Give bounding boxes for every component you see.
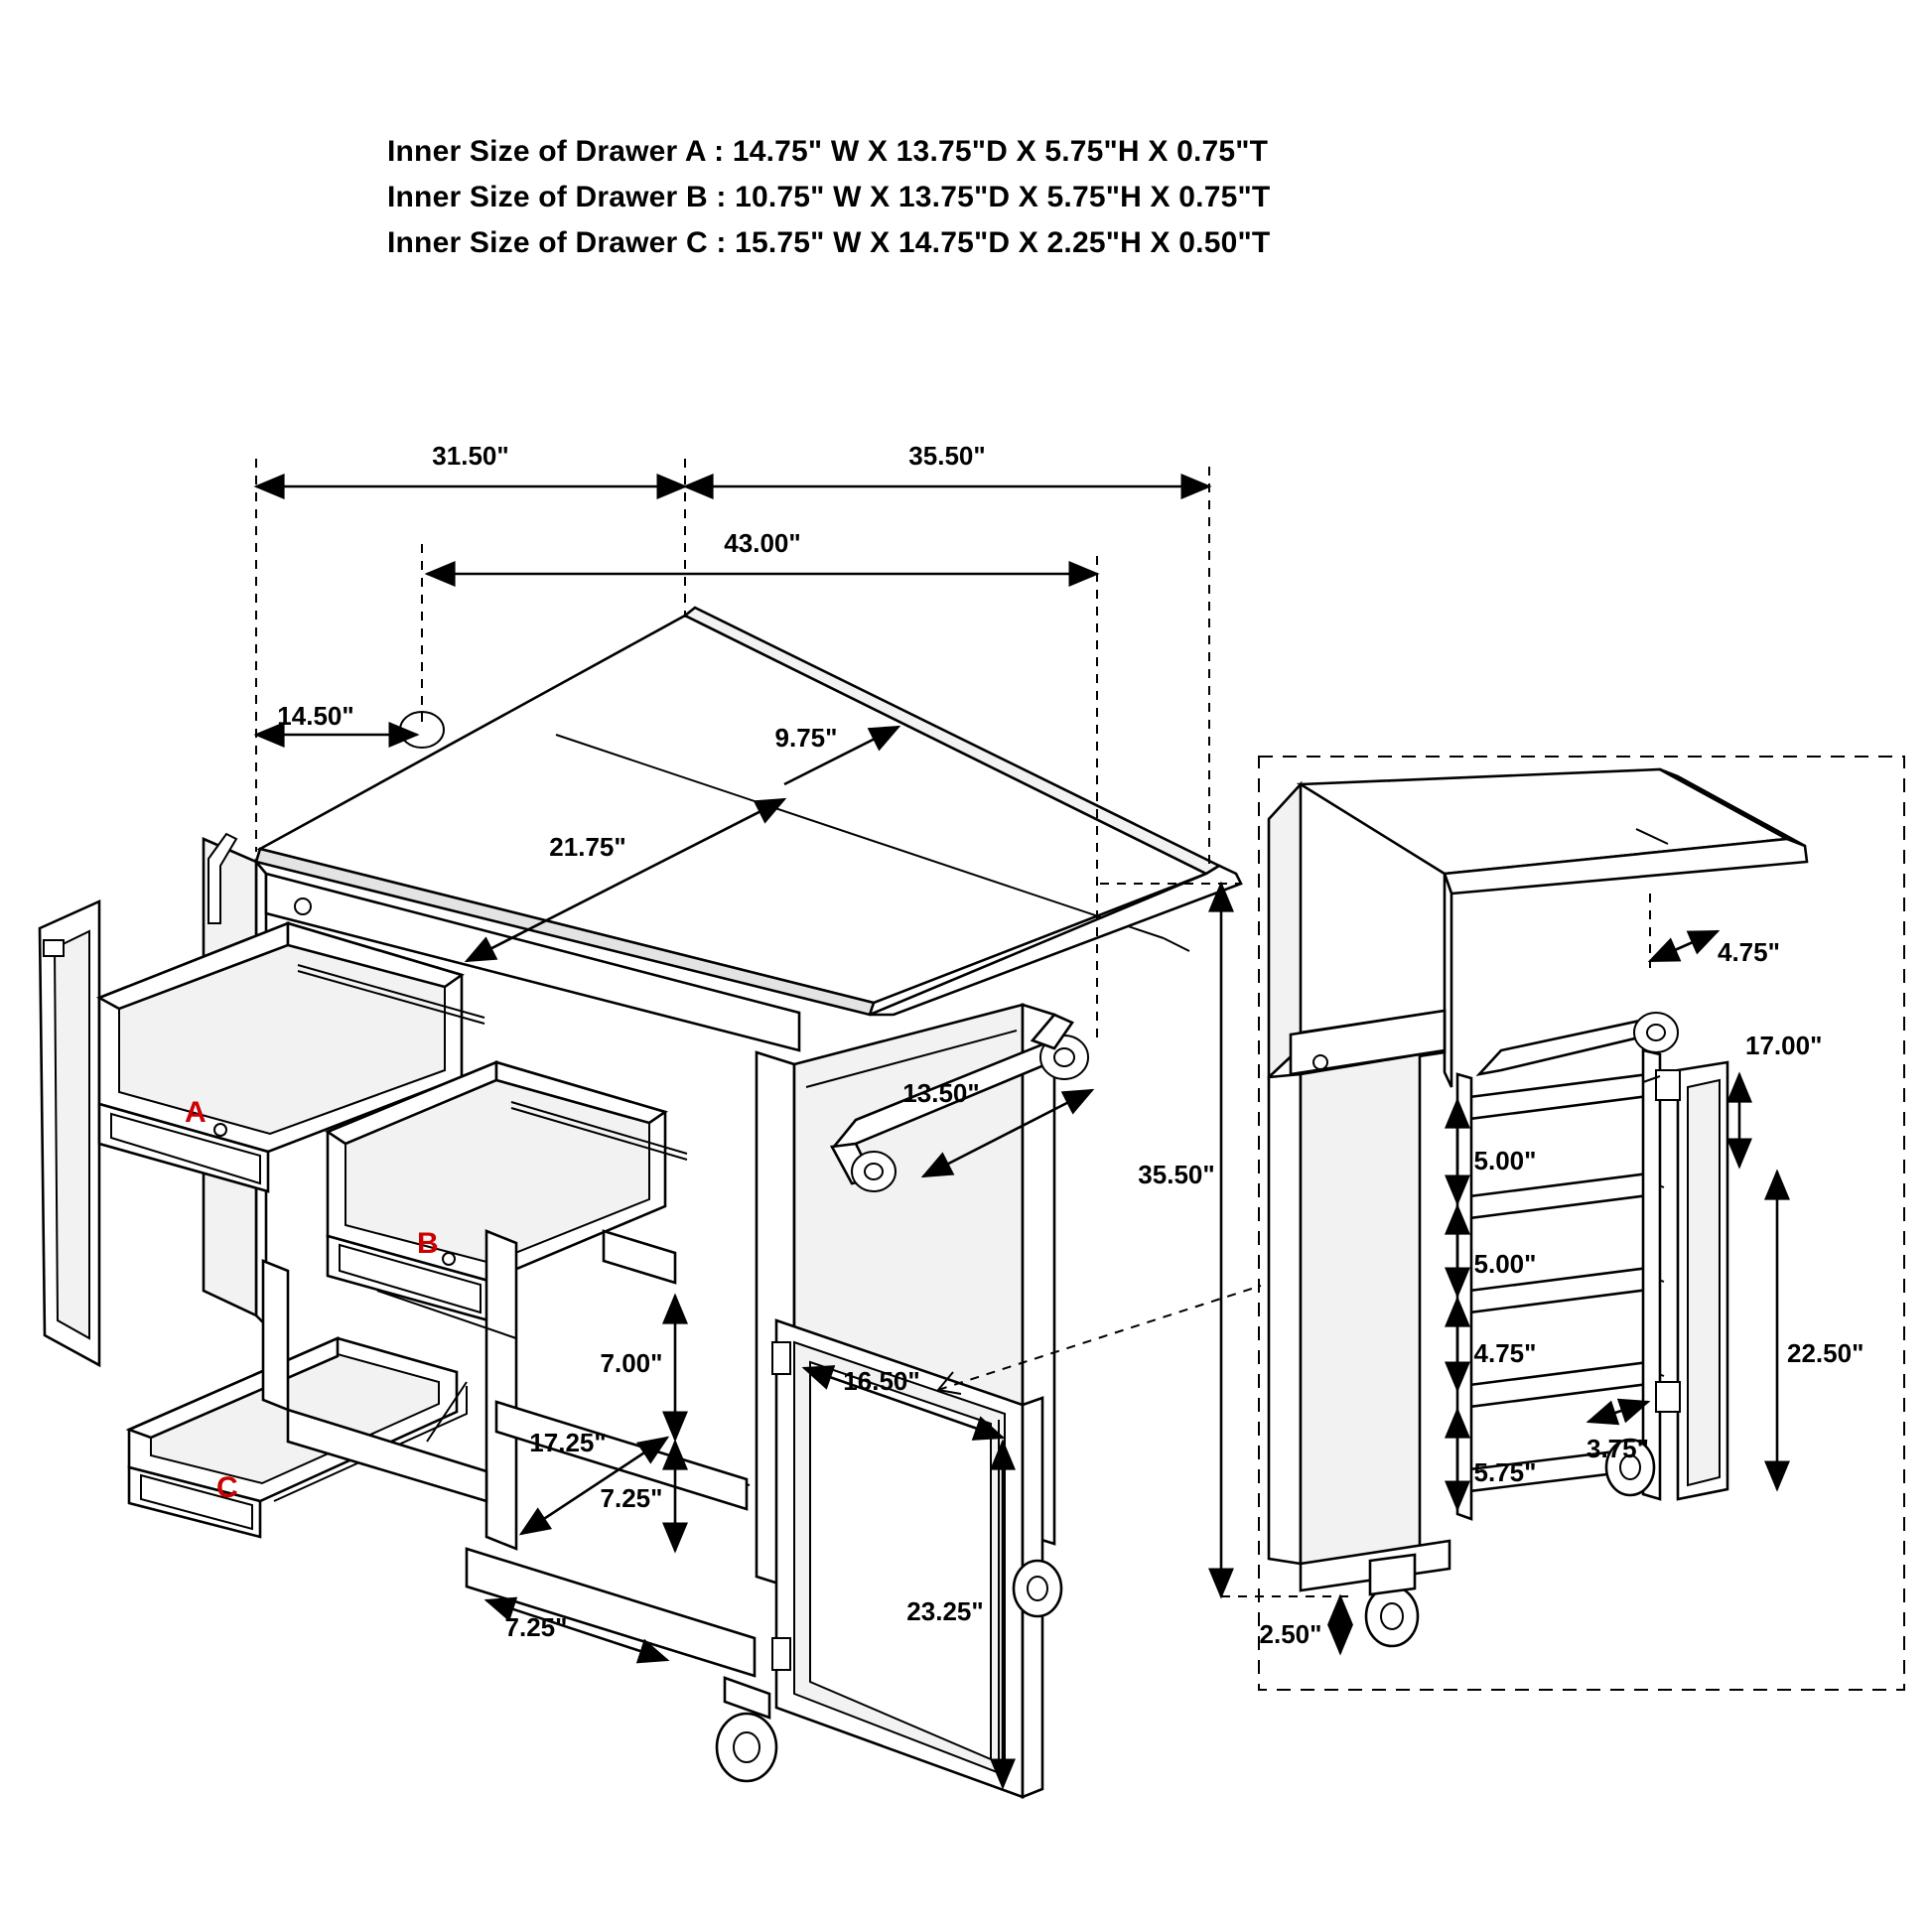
dim-31-50: 31.50" [432, 441, 509, 471]
spec-line-b: Inner Size of Drawer B : 10.75" W X 13.75"D X 5.75"H X 0.75"T [387, 181, 1271, 213]
drawer-label-c: C [216, 1471, 238, 1504]
dim-23-25: 23.25" [906, 1596, 984, 1626]
drawer-label-b: B [417, 1227, 439, 1260]
left-cart-assembly [40, 608, 1241, 1797]
dim-14-50: 14.50" [277, 701, 354, 731]
dim-17-25: 17.25" [529, 1428, 607, 1457]
dim-5-75: 5.75" [1473, 1457, 1537, 1487]
dim-35-50-width: 35.50" [908, 441, 986, 471]
left-open-door [40, 901, 99, 1365]
spec-line-c: Inner Size of Drawer C : 15.75" W X 14.75"D X 2.25"H X 0.50"T [387, 226, 1271, 259]
spec-line-a: Inner Size of Drawer A : 14.75" W X 13.75"D X 5.75"H X 0.75"T [387, 135, 1269, 168]
dim-21-75: 21.75" [549, 832, 626, 862]
dim-3-75: 3.75" [1587, 1434, 1649, 1463]
dim-4-75-leaf: 4.75" [1718, 937, 1780, 967]
dim-16-50: 16.50" [843, 1366, 920, 1396]
dim-35-50-height: 35.50" [1138, 1160, 1215, 1189]
dim-5-00-a: 5.00" [1473, 1146, 1537, 1175]
dim-13-50: 13.50" [902, 1078, 980, 1108]
drawer-label-a: A [185, 1096, 207, 1129]
dim-2-50: 2.50" [1259, 1619, 1322, 1649]
dim-4-75-shelf: 4.75" [1473, 1338, 1537, 1368]
dim-22-50: 22.50" [1787, 1338, 1864, 1368]
dim-43-00: 43.00" [724, 528, 801, 558]
dim-7-25-a: 7.25" [600, 1483, 663, 1513]
detail-shelves [1469, 1074, 1664, 1491]
right-detail-view [1259, 757, 1904, 1690]
dim-17-00: 17.00" [1745, 1031, 1823, 1060]
dim-9-75: 9.75" [774, 723, 838, 753]
cart-top-surface [256, 608, 1241, 1015]
dim-7-25-b: 7.25" [504, 1612, 568, 1642]
center-post [486, 1231, 516, 1549]
dim-5-00-b: 5.00" [1473, 1249, 1537, 1279]
dim-7-00: 7.00" [600, 1348, 663, 1378]
